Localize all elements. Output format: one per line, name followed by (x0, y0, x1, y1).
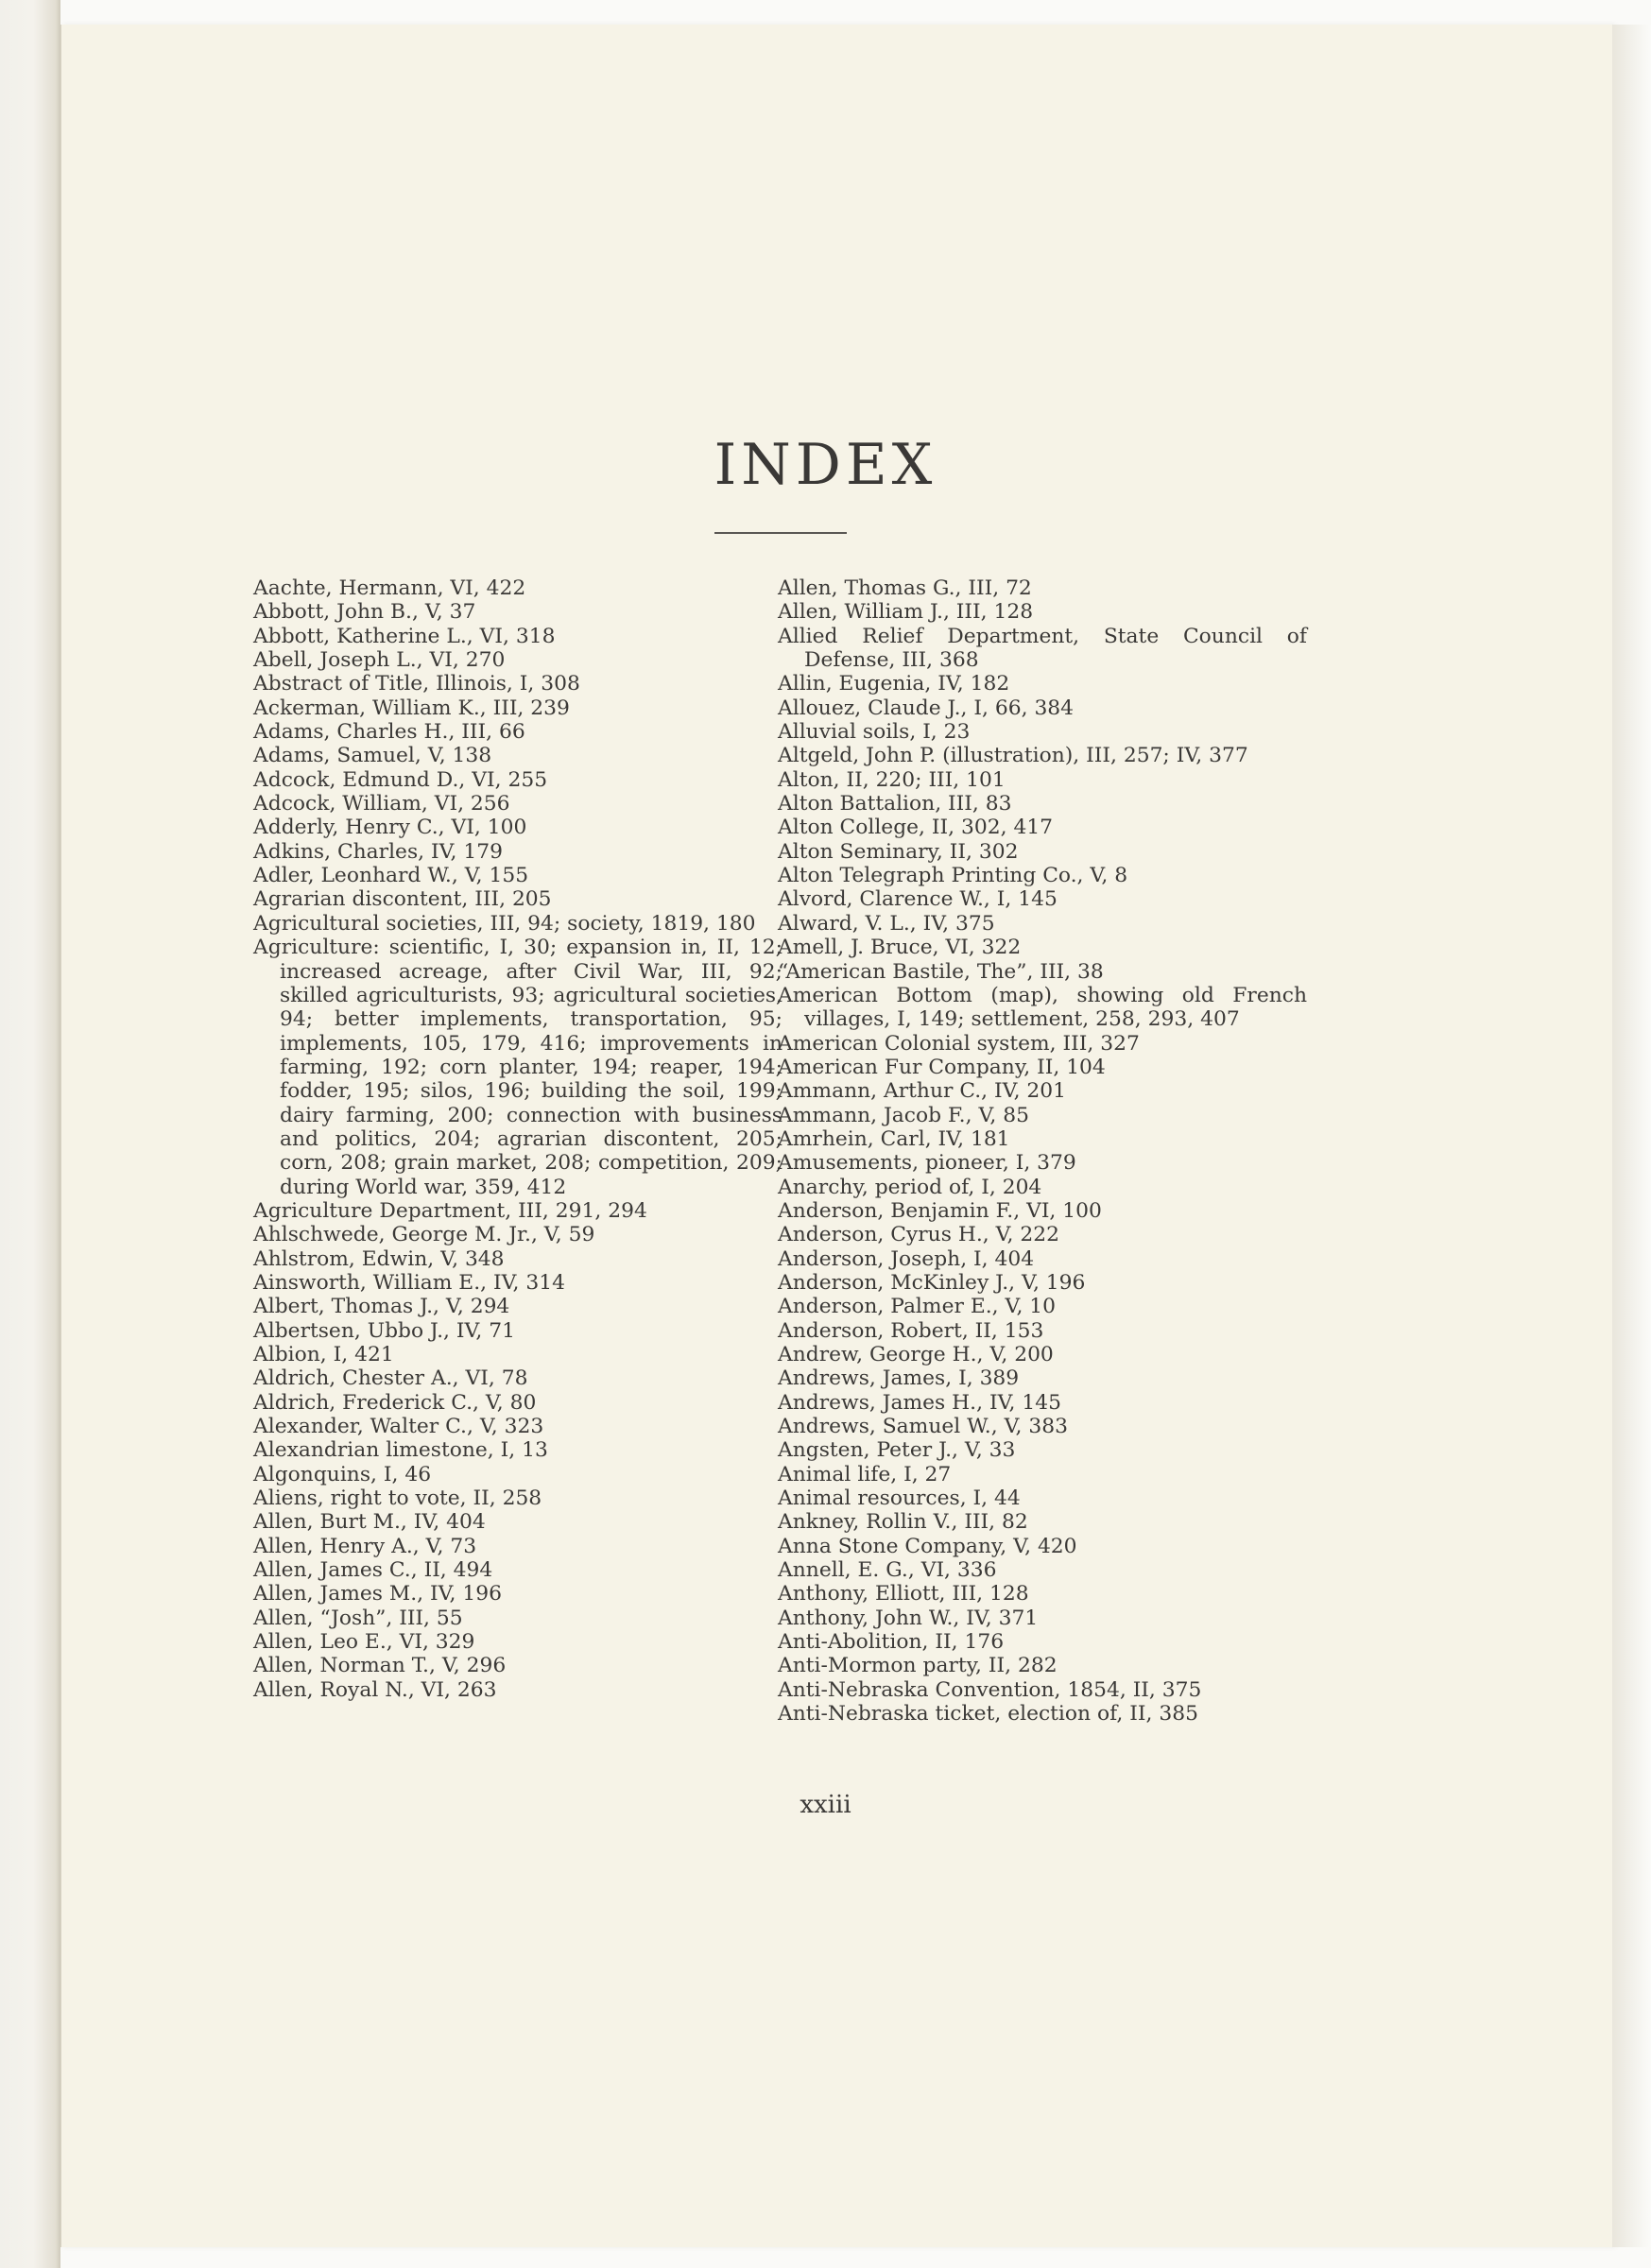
index-entry: Anderson, Joseph, I, 404 (778, 1246, 1035, 1271)
index-entry: “American Bastile, The”, III, 38 (778, 959, 1104, 984)
index-entry: Allen, Royal N., VI, 263 (253, 1677, 497, 1702)
index-entry: Adcock, Edmund D., VI, 255 (253, 767, 548, 792)
index-entry: Altgeld, John P. (illustration), III, 257; IV, 377 (778, 744, 1248, 768)
index-entry: Anarchy, period of, I, 204 (778, 1175, 1042, 1199)
index-entry: Anti-Abolition, II, 176 (778, 1630, 1005, 1655)
index-entry: Anthony, Elliott, III, 128 (778, 1582, 1029, 1606)
index-entry: Adams, Charles H., III, 66 (253, 720, 525, 745)
index-entry: Anti-Nebraska ticket, election of, II, 385 (778, 1702, 1198, 1727)
index-entry: Anna Stone Company, V, 420 (778, 1534, 1077, 1558)
index-entry: Anderson, Cyrus H., V, 222 (778, 1223, 1060, 1247)
index-entry: Aliens, right to vote, II, 258 (253, 1486, 542, 1511)
index-entry: Allied Relief Department, State Council of Defense, III, 368 (778, 624, 1307, 673)
page-right-edge (1612, 25, 1651, 2247)
index-entry: Animal life, I, 27 (778, 1462, 952, 1486)
index-entry: Anderson, Palmer E., V, 10 (778, 1295, 1057, 1319)
index-entry: Allen, Leo E., VI, 329 (253, 1630, 475, 1655)
index-entry: Alexander, Walter C., V, 323 (253, 1415, 544, 1439)
index-entry: Allouez, Claude J., I, 66, 384 (778, 696, 1075, 720)
index-entry: Amell, J. Bruce, VI, 322 (778, 936, 1022, 960)
index-entry: Agricultural societies, III, 94; society, 1819, 180 (253, 911, 756, 936)
index-entry: Allen, Henry A., V, 73 (253, 1534, 477, 1558)
index-entry: Anderson, Benjamin F., VI, 100 (778, 1198, 1102, 1223)
index-entry: Animal resources, I, 44 (778, 1486, 1021, 1511)
index-entry: Alton, II, 220; III, 101 (778, 767, 1006, 792)
index-entry: American Colonial system, III, 327 (778, 1031, 1140, 1056)
index-entry: Andrews, James, I, 389 (778, 1366, 1020, 1391)
index-entry: Ahlstrom, Edwin, V, 348 (253, 1246, 505, 1271)
index-entry: Albert, Thomas J., V, 294 (253, 1295, 510, 1319)
index-entry: Amusements, pioneer, I, 379 (778, 1151, 1076, 1176)
index-entry: Allen, James C., II, 494 (253, 1558, 493, 1583)
index-entry: Anderson, Robert, II, 153 (778, 1318, 1044, 1343)
index-entry: Anti-Nebraska Convention, 1854, II, 375 (778, 1677, 1202, 1702)
index-entry: Aldrich, Chester A., VI, 78 (253, 1366, 528, 1391)
page-title: INDEX (714, 432, 937, 498)
index-entry: Albion, I, 421 (253, 1343, 394, 1366)
index-entry: Amrhein, Carl, IV, 181 (778, 1126, 1010, 1151)
title-rule (714, 532, 847, 534)
index-entry: Ankney, Rollin V., III, 82 (778, 1510, 1028, 1535)
index-entry: Allen, “Josh”, III, 55 (253, 1606, 463, 1630)
index-entry: American Bottom (map), showing old French villages, I, 149; settlement, 258, 293, 407 (778, 983, 1307, 1032)
index-entry: Alluvial soils, I, 23 (778, 720, 971, 745)
index-entry: Algonquins, I, 46 (253, 1462, 432, 1486)
index-entry: Anti-Mormon party, II, 282 (778, 1654, 1058, 1678)
index-entry: Agrarian discontent, III, 205 (253, 887, 552, 912)
index-column-right (778, 576, 1307, 1727)
index-entry: Albertsen, Ubbo J., IV, 71 (253, 1318, 516, 1343)
index-entry: Agriculture Department, III, 291, 294 (253, 1198, 647, 1223)
index-entry: Agriculture: scientific, I, 30; expansion in, II, 12; increased acreage, after Civil War, III, 92; skilled agriculturists, 93; agricultural societies, 94; better implements, transportation, 95; implements, 105, 179, 416; improvements in farming, 192; corn planter, 194; reaper, 194; fodder, 195; silos, 196; building the soil, 199; dairy farming, 200; connection with business and politics, 204; agrarian discontent, 205; corn, 208; grain market, 208; competition, 209; during World war, 359, 412 (253, 936, 783, 1199)
index-entry: Ainsworth, William E., IV, 314 (253, 1270, 565, 1295)
index-entry: Angsten, Peter J., V, 33 (778, 1438, 1016, 1463)
index-entry: Allen, Norman T., V, 296 (253, 1654, 507, 1678)
index-entry: Allen, James M., IV, 196 (253, 1582, 502, 1606)
index-entry: Andrew, George H., V, 200 (778, 1343, 1054, 1366)
index-entry: Abstract of Title, Illinois, I, 308 (253, 672, 580, 696)
index-entry: Adderly, Henry C., VI, 100 (253, 816, 527, 840)
index-entry: Annell, E. G., VI, 336 (778, 1558, 997, 1583)
index-column-left (253, 576, 783, 1702)
index-entry: Alton Seminary, II, 302 (778, 839, 1019, 864)
index-entry: Ammann, Jacob F., V, 85 (778, 1103, 1029, 1127)
index-entry: Allen, Thomas G., III, 72 (778, 576, 1032, 600)
index-entry: Abbott, Katherine L., VI, 318 (253, 624, 556, 648)
index-entry: Allen, William J., III, 128 (778, 600, 1034, 625)
index-entry: Adkins, Charles, IV, 179 (253, 839, 503, 864)
page-number: xxiii (800, 1791, 851, 1819)
index-entry: American Fur Company, II, 104 (778, 1055, 1106, 1079)
index-entry: Adams, Samuel, V, 138 (253, 744, 492, 768)
index-entry: Andrews, Samuel W., V, 383 (778, 1415, 1068, 1439)
index-entry: Allen, Burt M., IV, 404 (253, 1510, 486, 1535)
index-entry: Alton Telegraph Printing Co., V, 8 (778, 864, 1128, 888)
index-entry: Abbott, John B., V, 37 (253, 600, 476, 625)
index-entry: Abell, Joseph L., VI, 270 (253, 648, 506, 673)
index-entry: Alton College, II, 302, 417 (778, 816, 1054, 840)
index-entry: Anderson, McKinley J., V, 196 (778, 1270, 1086, 1295)
book-spine-shadow (0, 0, 60, 2268)
index-entry: Alvord, Clarence W., I, 145 (778, 887, 1058, 912)
index-entry: Ackerman, William K., III, 239 (253, 696, 570, 720)
index-entry: Andrews, James H., IV, 145 (778, 1390, 1061, 1415)
index-entry: Adcock, William, VI, 256 (253, 792, 510, 816)
index-entry: Alton Battalion, III, 83 (778, 792, 1012, 816)
index-entry: Aachte, Hermann, VI, 422 (253, 576, 526, 600)
index-entry: Allin, Eugenia, IV, 182 (778, 672, 1010, 696)
index-entry: Aldrich, Frederick C., V, 80 (253, 1390, 537, 1415)
index-entry: Ahlschwede, George M. Jr., V, 59 (253, 1223, 595, 1247)
index-entry: Adler, Leonhard W., V, 155 (253, 864, 529, 888)
index-entry: Ammann, Arthur C., IV, 201 (778, 1079, 1067, 1104)
index-entry: Alexandrian limestone, I, 13 (253, 1438, 548, 1463)
index-entry: Alward, V. L., IV, 375 (778, 911, 995, 936)
index-entry: Anthony, John W., IV, 371 (778, 1606, 1039, 1630)
